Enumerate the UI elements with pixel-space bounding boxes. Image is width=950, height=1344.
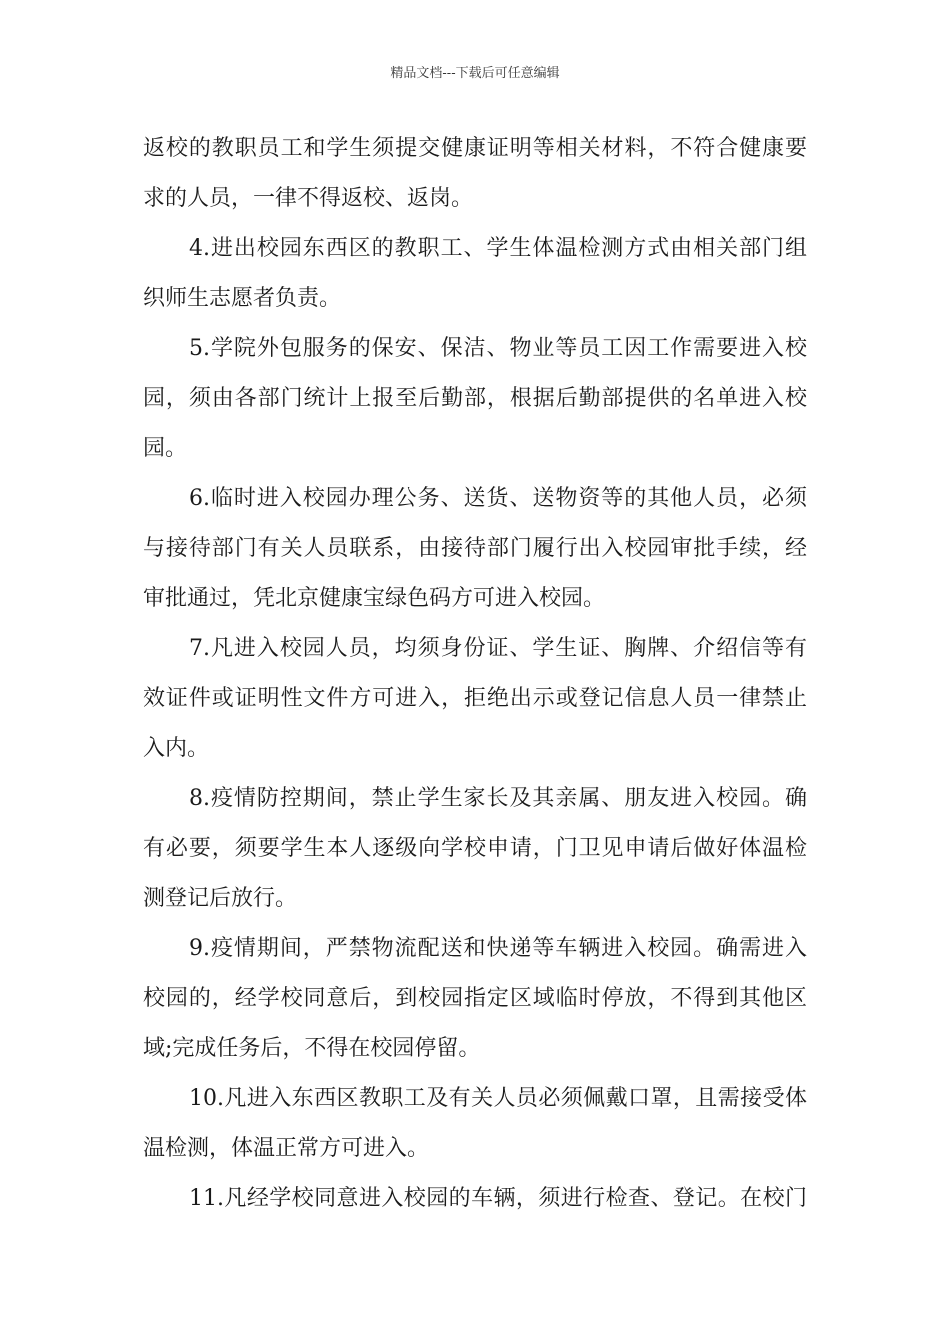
text-line: 域;完成任务后，不得在校园停留。 — [143, 1036, 481, 1061]
text-line: 10.凡进入东西区教职工及有关人员必须佩戴口罩，且需接受体 — [189, 1086, 807, 1111]
text-line: 效证件或证明性文件方可进入，拒绝出示或登记信息人员一律禁止 — [143, 686, 807, 711]
text-line: 11.凡经学校同意进入校园的车辆，须进行检查、登记。在校门 — [189, 1186, 807, 1211]
text-line: 5.学院外包服务的保安、保洁、物业等员工因工作需要进入校 — [189, 336, 807, 361]
text-line: 7.凡进入校园人员，均须身份证、学生证、胸牌、介绍信等有 — [189, 636, 807, 661]
text-line: 织师生志愿者负责。 — [143, 286, 342, 311]
document-body — [143, 124, 807, 1224]
text-line: 校园的，经学校同意后，到校园指定区域临时停放，不得到其他区 — [143, 986, 807, 1011]
text-line: 园。 — [143, 436, 188, 461]
text-line: 有必要，须要学生本人逐级向学校申请，门卫见申请后做好体温检 — [143, 836, 807, 861]
page-header: 精品文档---下载后可任意编辑 — [390, 66, 560, 81]
text-line: 4.进出校园东西区的教职工、学生体温检测方式由相关部门组 — [189, 236, 807, 261]
text-line: 求的人员，一律不得返校、返岗。 — [143, 186, 474, 211]
text-line: 审批通过，凭北京健康宝绿色码方可进入校园。 — [143, 586, 606, 611]
text-line: 8.疫情防控期间，禁止学生家长及其亲属、朋友进入校园。确 — [189, 786, 807, 811]
text-line: 6.临时进入校园办理公务、送货、送物资等的其他人员，必须 — [189, 486, 807, 511]
text-line: 与接待部门有关人员联系，由接待部门履行出入校园审批手续，经 — [143, 536, 807, 561]
text-line: 测登记后放行。 — [143, 886, 298, 911]
text-line: 温检测，体温正常方可进入。 — [143, 1136, 430, 1161]
text-line: 9.疫情期间，严禁物流配送和快递等车辆进入校园。确需进入 — [189, 936, 807, 961]
text-line: 返校的教职员工和学生须提交健康证明等相关材料，不符合健康要 — [143, 136, 807, 161]
text-line: 入内。 — [143, 736, 210, 761]
text-line: 园，须由各部门统计上报至后勤部，根据后勤部提供的名单进入校 — [143, 386, 807, 411]
